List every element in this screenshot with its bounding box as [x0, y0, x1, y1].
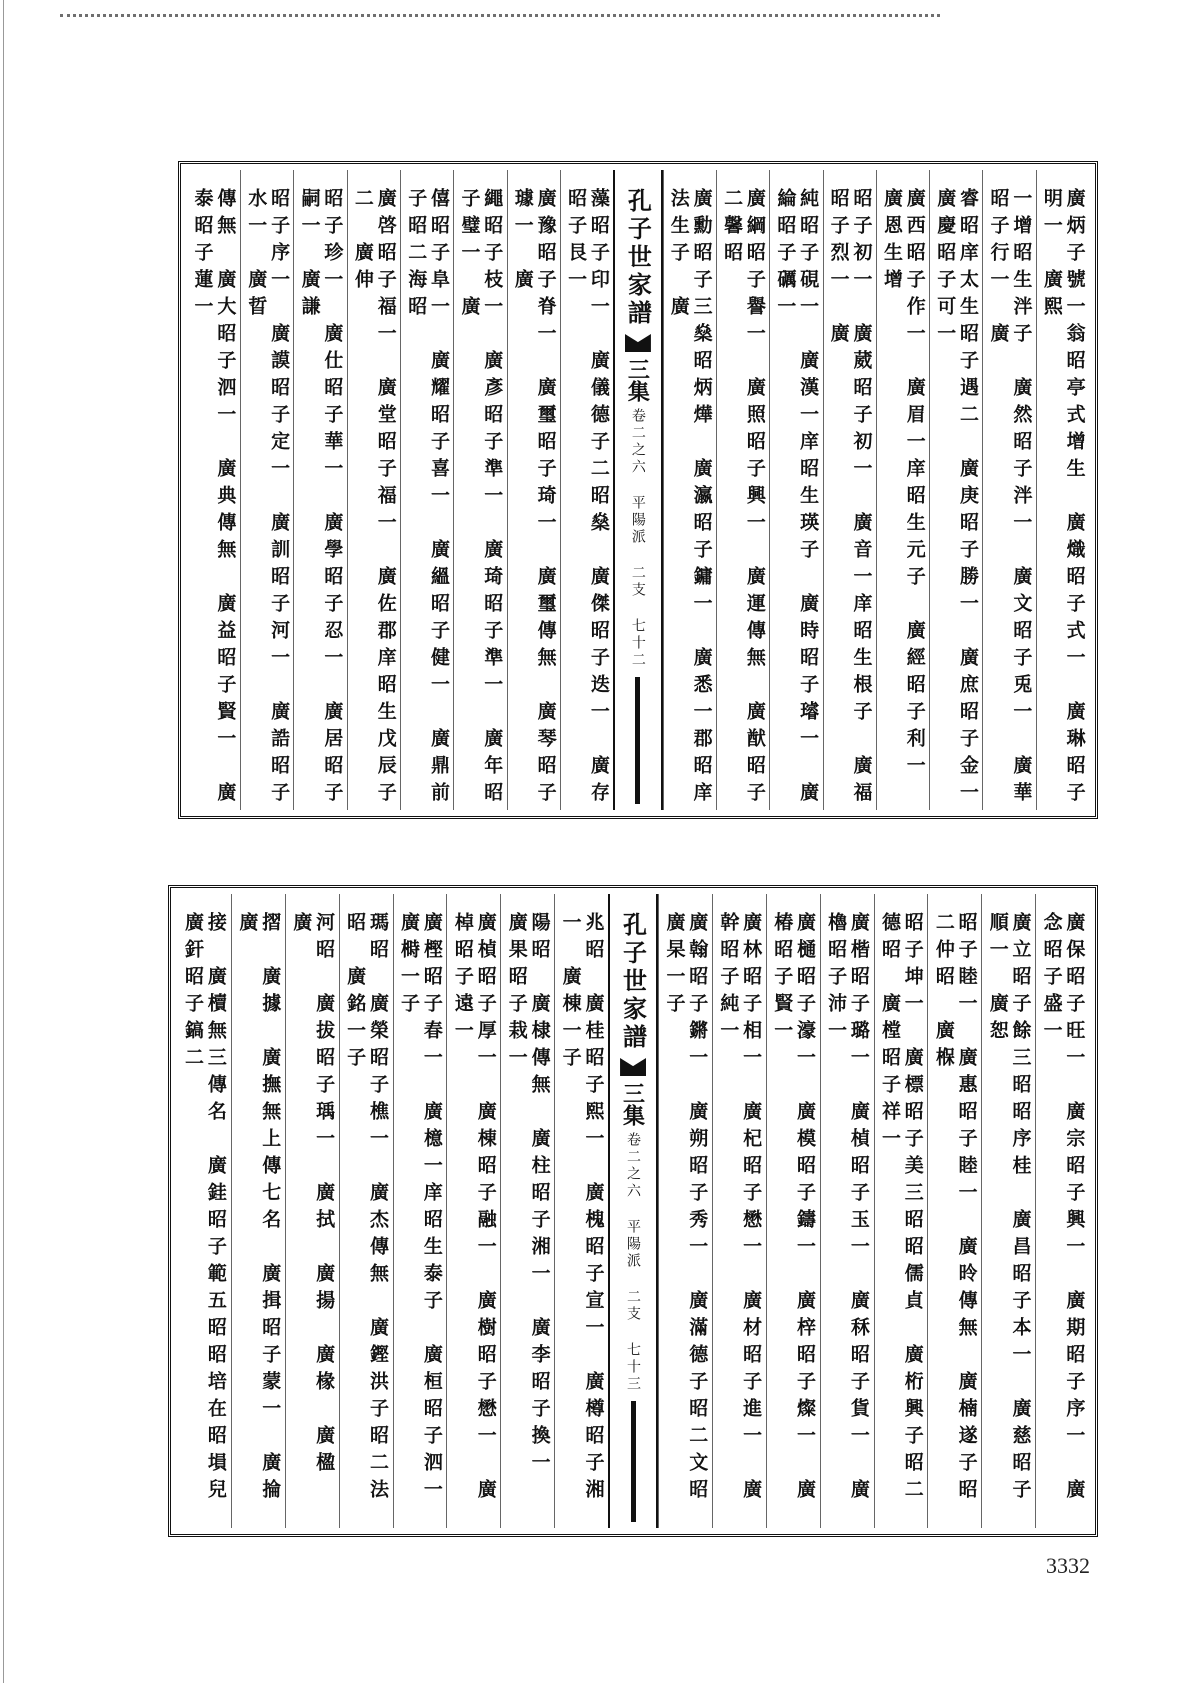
genealogy-page-top: [178, 161, 1098, 836]
entry-column: 接 廣櫝無三傳名 廣銈昭子範五昭昭培在昭塤兒 廣釬昭子鎬二: [182, 912, 227, 1533]
entry-column: 陽昭 廣棣傳無 廣柱昭子湘一 廣李昭子換一 廣果昭子栽一: [500, 894, 554, 1528]
entry-column: 僖昭子阜一 廣耀昭子喜一 廣縕昭子健一 廣鼎前子昭二海昭: [400, 170, 453, 810]
entry-column: 一增昭生泮子 廣然昭子泮一 廣文昭子兎一 廣華昭子行一 廣: [982, 170, 1035, 810]
center-title-column: [613, 170, 662, 810]
entry-column: 廣啓昭子福一 廣堂昭子福一 廣佐郡庠昭生戊辰子二 廣伸: [347, 170, 400, 810]
section-subtitle: 卷二之六 平陽派 二支 七十二: [629, 408, 646, 669]
fishtail-mark-icon: [625, 334, 651, 352]
fishtail-mark-icon: [620, 1058, 646, 1076]
volume-label: 三集: [624, 358, 651, 402]
previous-page-remnant: [60, 0, 940, 17]
scan-edge: [3, 0, 4, 1683]
column-grid: [187, 170, 1089, 836]
entry-column: 昭子坤一 廣標昭子美三昭昭儒貞 廣桁興子昭二德昭 廣樘昭子祥一: [874, 894, 928, 1528]
entry-column: 廣保昭子旺一 廣宗昭子興一 廣期昭子序一 廣念昭子盛一: [1035, 894, 1089, 1528]
book-title: 孔子世家譜: [618, 912, 648, 1052]
entry-column: 廣西昭子作一 廣眉一庠昭生元子 廣經昭子利一 廣恩生增: [876, 170, 929, 810]
entry-column: 廣炳子號一翁昭亭式增生 廣熾昭子式一 廣琳昭子明一 廣熙: [1036, 170, 1089, 810]
entry-column: 藻昭子印一 廣儀德子二昭燊 廣傑昭子迭一 廣存昭子艮一: [560, 170, 613, 810]
entry-column: 廣林昭子相一 廣杞昭子懋一 廣材昭子進一 廣幹昭子純一: [712, 894, 766, 1528]
entry-column: 兆昭 廣桂昭子熙一 廣槐昭子宣一 廣樽昭子湘一 廣棟一子: [554, 894, 608, 1528]
page-number: 3332: [1046, 1553, 1090, 1578]
entry-column: 廣樫昭子春一 廣檍一庠昭生泰子 廣桓昭子泗一 廣榯一子: [393, 894, 447, 1528]
entry-column: 昭子序一 廣謨昭子定一 廣訓昭子河一 廣誥昭子水一 廣晢: [240, 170, 293, 810]
center-bar: [631, 1401, 636, 1522]
entry-column: 傳無 廣大昭子泗一 廣典傳無 廣益昭子賢一 廣泰昭子蓮一: [191, 188, 237, 809]
book-title: 孔子世家譜: [623, 188, 653, 328]
center-bar: [635, 677, 640, 804]
entry-column: 昭子珍一 廣仕昭子華一 廣學昭子忍一 廣居昭子嗣一 廣謙: [293, 170, 346, 810]
entry-column: 瑪昭 廣榮昭子樵一 廣杰傳無 廣鏗洪子昭二法昭 廣銘一子: [339, 894, 393, 1528]
entry-column: 純昭子硯一 廣漢一庠昭生瑛子 廣時昭子璿一 廣綸昭子礪一: [769, 170, 822, 810]
column-grid: [177, 894, 1089, 1533]
entry-column: 昭子初一 廣葳昭子初一 廣音一庠昭生根子 廣福昭子烈一 廣: [823, 170, 876, 810]
genealogy-page-bottom: [168, 885, 1098, 1537]
section-subtitle: 卷二之六 平陽派 二支 七十三: [625, 1132, 642, 1393]
entry-column: 廣翰昭子鏘一 廣朔昭子秀一 廣滿德子昭二文昭 廣杲一子: [658, 894, 712, 1528]
entry-column: 河昭 廣拔昭子瑀一 廣拭 廣揚 廣椽 廣楹 廣: [285, 894, 339, 1528]
volume-label: 三集: [619, 1082, 646, 1126]
entry-column: 廣勳昭子三燊昭炳燁 廣瀛昭子鏞一 廣悉一郡昭庠法生子 廣: [663, 170, 716, 810]
entry-column: 廣楷昭子璐一 廣楨昭子玉一 廣秝昭子貨一 廣櫓昭子沛一: [820, 894, 874, 1528]
center-title-column: [608, 894, 658, 1528]
entry-column: 廣樋昭子濠一 廣模昭子鑄一 廣梓昭子燦一 廣椿昭子賢一: [766, 894, 820, 1528]
entry-column: 繩昭子枝一 廣彥昭子準一 廣琦昭子準一 廣年昭子璧一 廣: [453, 170, 506, 810]
entry-column: 廣立昭子餘三昭昭序桂 廣昌昭子本一 廣慈昭子順一 廣恕: [981, 894, 1035, 1528]
entry-column: 廣綱昭子譽一 廣照昭子興一 廣運傳無 廣猷昭子二馨昭: [716, 170, 769, 810]
entry-column: 昭子睦一 廣惠昭子睦一 廣昤傳無 廣楠遂子昭二仲昭 廣椺: [927, 894, 981, 1528]
entry-column: 廣豫昭子脊一 廣璽昭子琦一 廣璽傳無 廣琴昭子璩一 廣: [507, 170, 560, 810]
entry-column: 睿昭庠太生昭子遇二 廣庚昭子勝一 廣庶昭子金一 廣慶昭子可一: [929, 170, 982, 810]
entry-column: 摺 廣據 廣撫無上傳七名 廣揖昭子蒙一 廣掄 廣: [231, 894, 285, 1528]
entry-column: 廣楨昭子厚一 廣棟昭子融一 廣樹昭子懋一 廣棹昭子遠一: [446, 894, 500, 1528]
